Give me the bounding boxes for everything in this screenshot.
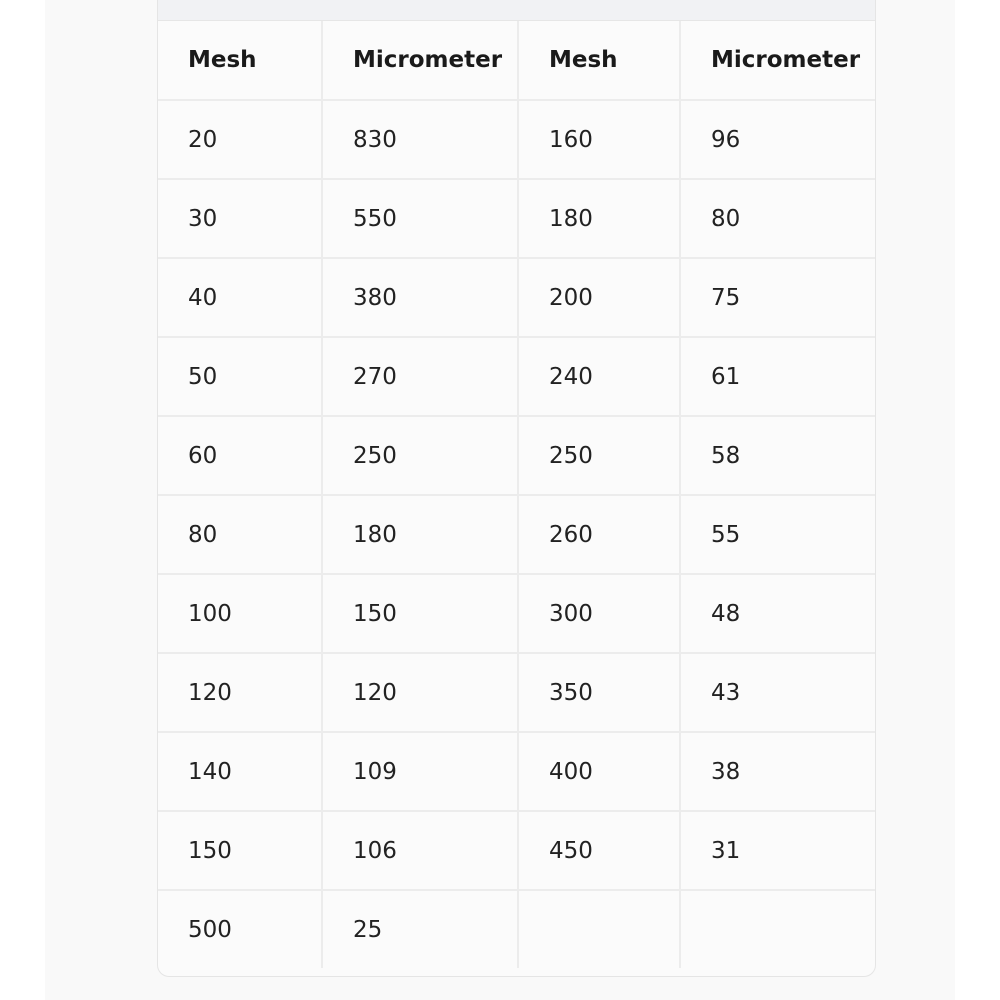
table-cell: 240 — [518, 337, 680, 416]
table-cell: 380 — [322, 258, 518, 337]
table-cell: 250 — [322, 416, 518, 495]
table-cell: 80 — [680, 179, 876, 258]
table-cell: 450 — [518, 811, 680, 890]
table-cell: 106 — [322, 811, 518, 890]
table-cell: 260 — [518, 495, 680, 574]
column-header-micrometer: Micrometer — [322, 21, 518, 100]
table-row — [158, 258, 876, 337]
table-body — [158, 100, 876, 968]
table-row — [158, 890, 876, 968]
table-cell: 25 — [322, 890, 518, 968]
table-cell: 250 — [518, 416, 680, 495]
table-cell: 100 — [158, 574, 322, 653]
table-row — [158, 732, 876, 811]
table-cell: 61 — [680, 337, 876, 416]
table-row — [158, 337, 876, 416]
table-cell: 55 — [680, 495, 876, 574]
table-cell: 150 — [322, 574, 518, 653]
table-cell: 96 — [680, 100, 876, 179]
table-cell: 150 — [158, 811, 322, 890]
table-cell: 500 — [158, 890, 322, 968]
table-cell: 60 — [158, 416, 322, 495]
table-cell: 50 — [158, 337, 322, 416]
table-row — [158, 179, 876, 258]
column-header-micrometer: Micrometer — [680, 21, 876, 100]
mesh-conversion-table-container — [157, 0, 876, 977]
column-header-mesh: Mesh — [158, 21, 322, 100]
table-cell: 830 — [322, 100, 518, 179]
table-cell: 38 — [680, 732, 876, 811]
table-cell: 200 — [518, 258, 680, 337]
table-cell: 30 — [158, 179, 322, 258]
table-cell: 270 — [322, 337, 518, 416]
table-cell: 350 — [518, 653, 680, 732]
table-cell: 43 — [680, 653, 876, 732]
table-row — [158, 653, 876, 732]
table-cell: 58 — [680, 416, 876, 495]
table-cell: 180 — [322, 495, 518, 574]
table-cell: 109 — [322, 732, 518, 811]
column-header-mesh: Mesh — [518, 21, 680, 100]
table-row — [158, 416, 876, 495]
table-cell: 40 — [158, 258, 322, 337]
table-cell: 20 — [158, 100, 322, 179]
table-cell: 120 — [158, 653, 322, 732]
table-cell: 160 — [518, 100, 680, 179]
table-cell: 31 — [680, 811, 876, 890]
table-cell: 180 — [518, 179, 680, 258]
table-cell: 400 — [518, 732, 680, 811]
table-cell: 120 — [322, 653, 518, 732]
table-row — [158, 100, 876, 179]
table-cell: 300 — [518, 574, 680, 653]
table-cell: 140 — [158, 732, 322, 811]
table-row — [158, 811, 876, 890]
table-cell: 75 — [680, 258, 876, 337]
table-cell — [680, 890, 876, 968]
table-cell: 48 — [680, 574, 876, 653]
table-cell: 550 — [322, 179, 518, 258]
mesh-conversion-table — [158, 21, 876, 968]
table-cell — [518, 890, 680, 968]
table-top-strip — [158, 0, 875, 21]
table-header-row — [158, 21, 876, 100]
table-cell: 80 — [158, 495, 322, 574]
table-row — [158, 574, 876, 653]
table-row — [158, 495, 876, 574]
